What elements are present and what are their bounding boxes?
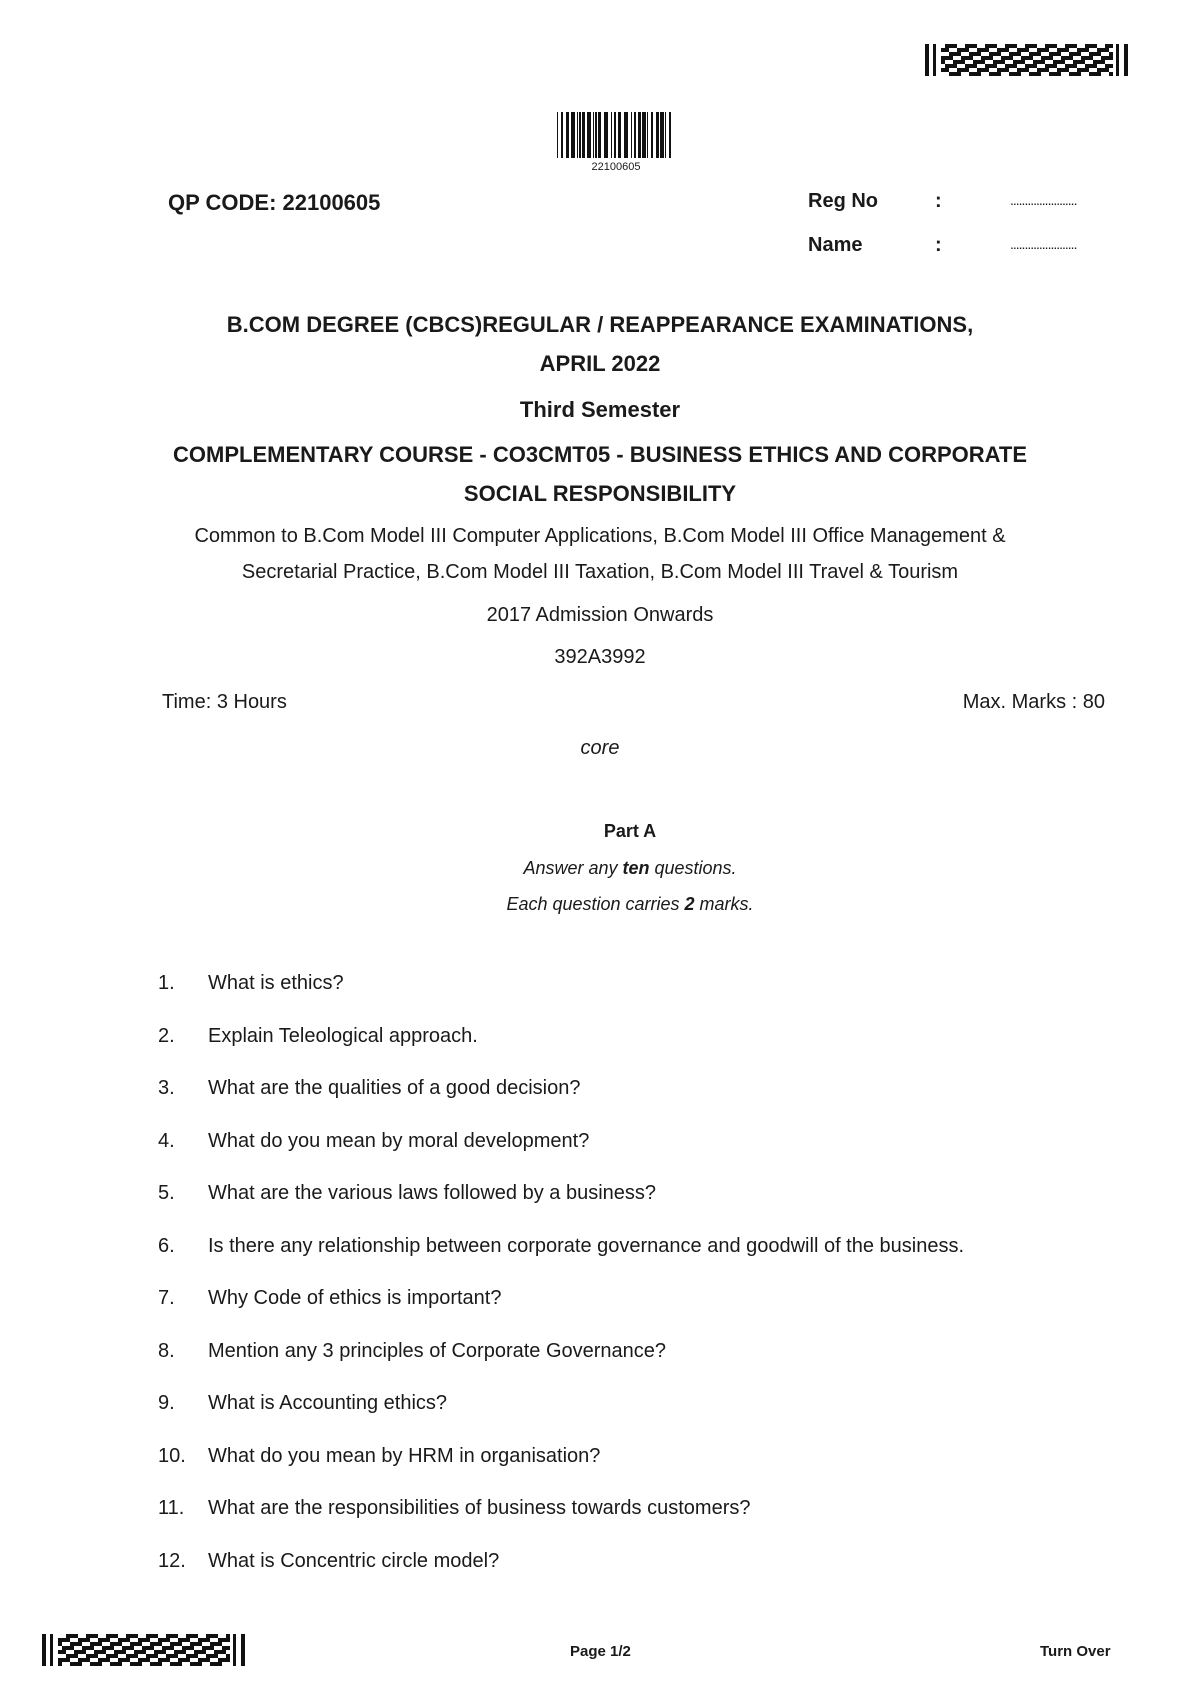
question-number: 8. xyxy=(158,1339,175,1362)
qp-code: QP CODE: 22100605 xyxy=(168,190,381,215)
course-title-line2: SOCIAL RESPONSIBILITY xyxy=(463,481,737,506)
reg-no-label: Reg No xyxy=(808,190,878,212)
question-number: 12. xyxy=(158,1549,186,1572)
instr1-post: questions. xyxy=(649,858,737,878)
part-a-instruction-2 xyxy=(30,894,1200,915)
question-item xyxy=(158,1445,1118,1498)
question-list xyxy=(158,972,1118,1602)
question-item xyxy=(158,1340,1118,1393)
question-number: 1. xyxy=(158,972,175,994)
part-a-instruction-1 xyxy=(30,858,1200,879)
page-number: Page 1/2 xyxy=(570,1643,631,1660)
exam-title-line2: APRIL 2022 xyxy=(539,351,661,376)
question-item xyxy=(158,1182,1118,1235)
part-a-heading: Part A xyxy=(603,821,657,841)
question-item xyxy=(158,1235,1118,1288)
question-text: What is ethics? xyxy=(208,972,344,994)
barcode-center-label: 22100605 xyxy=(591,161,641,173)
question-text: What do you mean by moral development? xyxy=(208,1129,590,1152)
question-item xyxy=(158,1550,1118,1603)
common-to-line2: Secretarial Practice, B.Com Model III Taxation, B.Com Model III Travel & Tourism xyxy=(241,561,959,583)
instr1-bold: ten xyxy=(622,858,650,878)
question-text: What do you mean by HRM in organisation? xyxy=(208,1444,601,1467)
instr2-bold: 2 xyxy=(684,894,695,914)
instr1-pre: Answer any xyxy=(523,858,623,878)
question-item xyxy=(158,1130,1118,1183)
question-number: 10. xyxy=(158,1444,186,1467)
question-item xyxy=(158,972,1118,1025)
question-text: What is Accounting ethics? xyxy=(208,1392,448,1414)
question-number: 6. xyxy=(158,1234,175,1257)
exam-duration: Time: 3 Hours xyxy=(162,691,287,713)
question-number: 11. xyxy=(158,1497,185,1519)
question-text: Why Code of ethics is important? xyxy=(208,1287,502,1309)
exam-title-line1: B.COM DEGREE (CBCS)REGULAR / REAPPEARANCE EXAMINATIONS, xyxy=(226,312,974,337)
question-text: Explain Teleological approach. xyxy=(208,1024,478,1047)
max-marks: Max. Marks : 80 xyxy=(962,691,1105,713)
semester: Third Semester xyxy=(519,397,681,422)
instr2-pre: Each question carries xyxy=(506,894,685,914)
course-type: core xyxy=(580,737,620,759)
question-text: What is Concentric circle model? xyxy=(208,1549,500,1572)
question-number: 2. xyxy=(158,1024,175,1047)
barcode-center xyxy=(557,112,675,158)
question-number: 9. xyxy=(158,1392,175,1414)
question-number: 3. xyxy=(158,1077,175,1099)
question-text: What are the various laws followed by a business? xyxy=(208,1182,657,1204)
barcode-bottom-left xyxy=(42,1634,247,1666)
question-item xyxy=(158,1392,1118,1445)
paper-code: 392A3992 xyxy=(554,646,646,668)
name-field[interactable]: ....................... xyxy=(1010,236,1077,252)
name-label: Name xyxy=(808,234,863,256)
question-number: 7. xyxy=(158,1287,175,1309)
question-number: 4. xyxy=(158,1129,175,1152)
reg-no-field[interactable]: ....................... xyxy=(1010,192,1077,208)
question-item xyxy=(158,1497,1118,1550)
admission-year: 2017 Admission Onwards xyxy=(486,604,714,626)
question-text: What are the responsibilities of business towards customers? xyxy=(208,1497,751,1519)
question-item xyxy=(158,1287,1118,1340)
turn-over-label: Turn Over xyxy=(1040,1643,1111,1660)
question-number: 5. xyxy=(158,1182,175,1204)
course-title-line1: COMPLEMENTARY COURSE - CO3CMT05 - BUSINESS ETHICS AND CORPORATE xyxy=(173,442,1027,467)
question-text: Is there any relationship between corporate governance and goodwill of the business. xyxy=(208,1234,965,1257)
question-item xyxy=(158,1077,1118,1130)
reg-no-colon: : xyxy=(935,190,942,212)
common-to-line1: Common to B.Com Model III Computer Applications, B.Com Model III Office Management & xyxy=(194,525,1006,547)
question-item xyxy=(158,1025,1118,1078)
question-text: What are the qualities of a good decision? xyxy=(208,1077,581,1099)
name-colon: : xyxy=(935,234,942,256)
question-text: Mention any 3 principles of Corporate Governance? xyxy=(208,1339,667,1362)
instr2-post: marks. xyxy=(694,894,754,914)
barcode-top-right xyxy=(925,44,1130,76)
